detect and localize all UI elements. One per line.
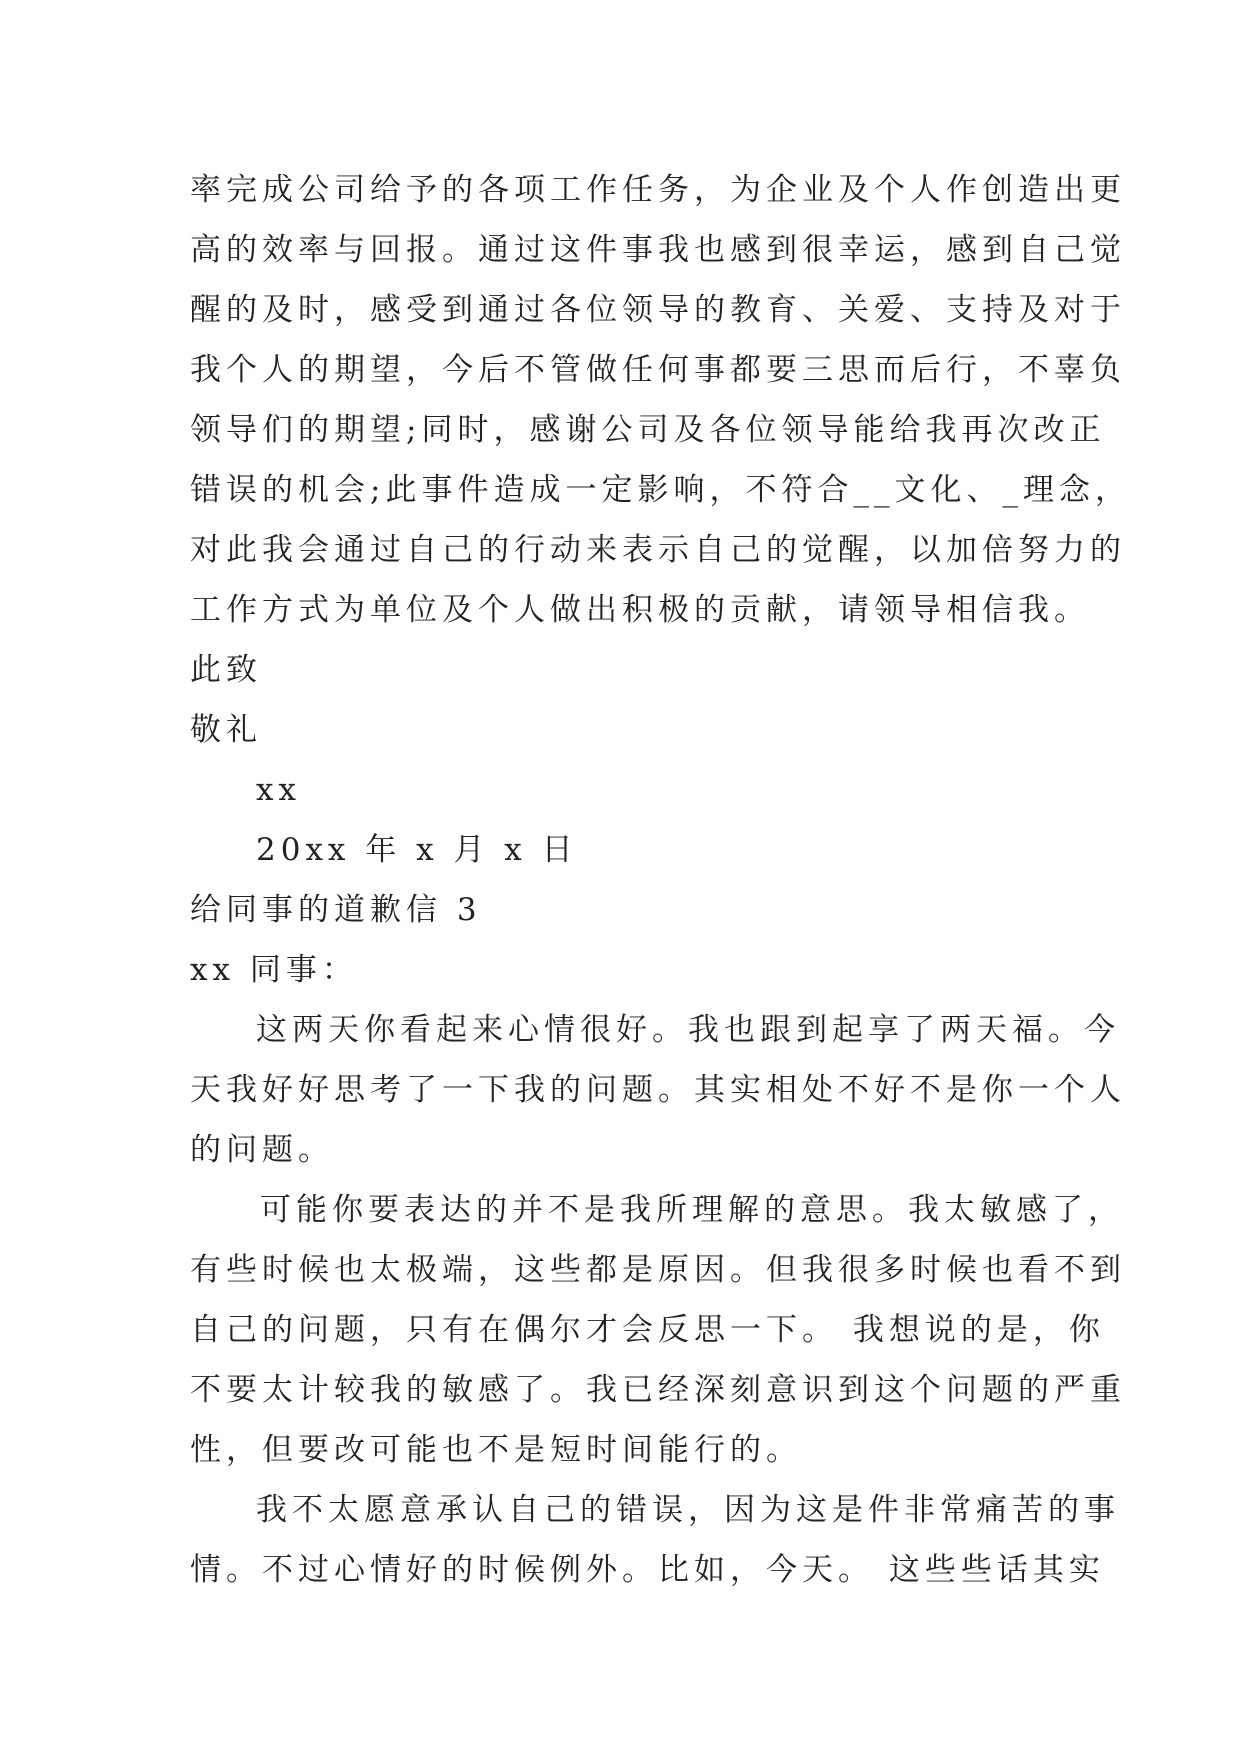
document-page bbox=[190, 160, 1131, 1600]
text-line: 错误的机会;此事件造成一定影响，不符合__文化、_理念， bbox=[190, 472, 1131, 508]
paragraph-4 bbox=[190, 1480, 1120, 1600]
text-line: 自己的问题，只有在偶尔才会反思一下。 我想说的是，你 bbox=[190, 1312, 1105, 1348]
salutation: xx 同事： bbox=[190, 952, 358, 988]
letter-title: 给同事的道歉信 3 bbox=[190, 892, 482, 928]
text-line: 性，但要改可能也不是短时间能行的。 bbox=[190, 1432, 802, 1468]
text-line: 的问题。 bbox=[190, 1132, 334, 1168]
signature-date: 20xx 年 x 月 x 日 bbox=[256, 832, 578, 868]
paragraph-1 bbox=[190, 160, 1131, 640]
text-line: 有些时候也太极端，这些都是原因。但我很多时候也看不到 bbox=[190, 1252, 1126, 1288]
paragraph-2 bbox=[190, 1000, 1126, 1180]
text-line: 天我好好思考了一下我的问题。其实相处不好不是你一个人 bbox=[190, 1072, 1126, 1108]
text-line: 率完成公司给予的各项工作任务，为企业及个人作创造出更 bbox=[190, 172, 1126, 208]
text-line: 高的效率与回报。通过这件事我也感到很幸运，感到自己觉 bbox=[190, 232, 1126, 268]
text-line: 醒的及时，感受到通过各位领导的教育、关爱、支持及对于 bbox=[190, 292, 1126, 328]
closing-line-1: 此致 bbox=[190, 652, 262, 688]
text-line: 我个人的期望，今后不管做任何事都要三思而后行，不辜负 bbox=[190, 352, 1126, 388]
closing-line-2: 敬礼 bbox=[190, 712, 262, 748]
text-line: 情。不过心情好的时候例外。比如，今天。 这些些话其实 bbox=[190, 1552, 1105, 1588]
text-line: 我不太愿意承认自己的错误，因为这是件非常痛苦的事 bbox=[256, 1492, 1120, 1528]
text-line: 对此我会通过自己的行动来表示自己的觉醒，以加倍努力的 bbox=[190, 532, 1126, 568]
signature-name: xx bbox=[256, 772, 301, 808]
text-line: 工作方式为单位及个人做出积极的贡献，请领导相信我。 bbox=[190, 592, 1090, 628]
text-line: 可能你要表达的并不是我所理解的意思。我太敏感了， bbox=[260, 1192, 1124, 1228]
text-line: 不要太计较我的敏感了。我已经深刻意识到这个问题的严重 bbox=[190, 1372, 1126, 1408]
text-line: 领导们的期望;同时，感谢公司及各位领导能给我再次改正 bbox=[190, 412, 1106, 448]
text-line: 这两天你看起来心情很好。我也跟到起享了两天福。今 bbox=[256, 1012, 1120, 1048]
paragraph-3 bbox=[190, 1180, 1126, 1480]
